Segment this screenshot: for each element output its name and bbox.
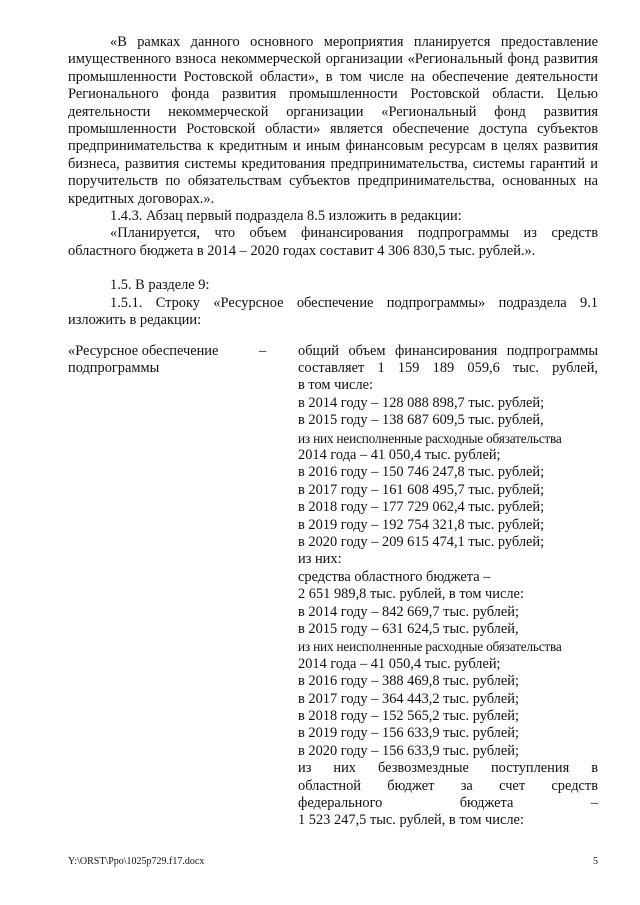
resource-line: из них:: [298, 551, 342, 568]
resource-table: [68, 343, 598, 830]
resource-line: 1 523 247,5 тыс. рублей, в том числе:: [298, 812, 524, 829]
resource-line: из них неисполненные расходные обязательства: [298, 430, 562, 446]
paragraph-financing-volume: «Планируется, что объем финансирования подпрограммы из средств областного бюджета в 2014 – 2020 годах составит 4 306 830,5 тыс. рублей.».: [68, 225, 598, 259]
resource-line: составляет 1 159 189 059,6 тыс. рублей,: [298, 359, 598, 376]
resource-line: в 2017 году – 161 608 495,7 тыс. рублей;: [298, 481, 545, 498]
resource-line: областной бюджет за счет средств: [298, 777, 598, 794]
resource-line: в 2018 году – 177 729 062,4 тыс. рублей;: [298, 499, 545, 516]
resource-label: «Ресурсное обеспечение подпрограммы: [68, 342, 219, 376]
resource-line: федерального бюджета –: [298, 795, 598, 812]
page-number: 5: [593, 856, 598, 867]
resource-line: в 2019 году – 192 754 321,8 тыс. рублей;: [298, 516, 545, 533]
resource-line: в 2014 году – 842 669,7 тыс. рублей;: [298, 603, 519, 620]
resource-line: в 2015 году – 138 687 609,5 тыс. рублей,: [298, 412, 544, 429]
resource-line: в 2020 году – 209 615 474,1 тыс. рублей;: [298, 533, 545, 550]
resource-line: в том числе:: [298, 377, 374, 394]
document-page: [68, 34, 598, 830]
file-path: Y:\ORST\Ppo\1025p729.f17.docx: [68, 856, 205, 867]
resource-line: из них неисполненные расходные обязательства: [298, 639, 562, 655]
paragraph-fund-description: «В рамках данного основного мероприятия планируется предоставление имущественного взноса некоммерческой организации «Региональный фонд развития промышленности Ростовской области», в том числе на обеспечение деятельности Регионального фонда развития промышленности Ростовской области. Целью деятельности некоммерческой организации «Региональный фонд развития промышленности Ростовской области» является обеспечение доступа субъектов предпринимательства к кредитным и иным финансовым ресурсам в целях развития бизнеса, развития системы кредитования предпринимательства, системы гарантий и поручительств по обязательствам субъектов предпринимательства, основанных на кредитных договорах.».: [68, 34, 598, 207]
resource-line: средства областного бюджета –: [298, 568, 491, 585]
item-1-5-1: 1.5.1. Строку «Ресурсное обеспечение подпрограммы» подраздела 9.1 изложить в редакции:: [68, 294, 598, 329]
resource-values: [298, 343, 598, 830]
resource-line: в 2017 году – 364 443,2 тыс. рублей;: [298, 690, 519, 707]
resource-line: из них безвозмездные поступления в: [298, 760, 598, 777]
resource-line: 2014 года – 41 050,4 тыс. рублей;: [298, 446, 501, 463]
page-footer: [68, 856, 598, 868]
resource-line: 2 651 989,8 тыс. рублей, в том числе:: [298, 586, 524, 603]
resource-line: в 2018 году – 152 565,2 тыс. рублей;: [298, 708, 519, 725]
resource-line: 2014 года – 41 050,4 тыс. рублей;: [298, 655, 501, 672]
resource-line: в 2020 году – 156 633,9 тыс. рублей;: [298, 742, 519, 759]
resource-line: в 2016 году – 150 746 247,8 тыс. рублей;: [298, 464, 545, 481]
spacer: [68, 260, 598, 277]
dash-separator: –: [259, 342, 267, 359]
item-1-4-3: 1.4.3. Абзац первый подраздела 8.5 изложить в редакции:: [110, 208, 462, 225]
resource-line: в 2019 году – 156 633,9 тыс. рублей;: [298, 725, 519, 742]
item-1-5: 1.5. В разделе 9:: [110, 277, 210, 294]
resource-line: в 2014 году – 128 088 898,7 тыс. рублей;: [298, 394, 545, 411]
resource-line: общий объем финансирования подпрограммы: [298, 342, 598, 359]
resource-line: в 2016 году – 388 469,8 тыс. рублей;: [298, 673, 519, 690]
resource-line: в 2015 году – 631 624,5 тыс. рублей,: [298, 621, 519, 637]
